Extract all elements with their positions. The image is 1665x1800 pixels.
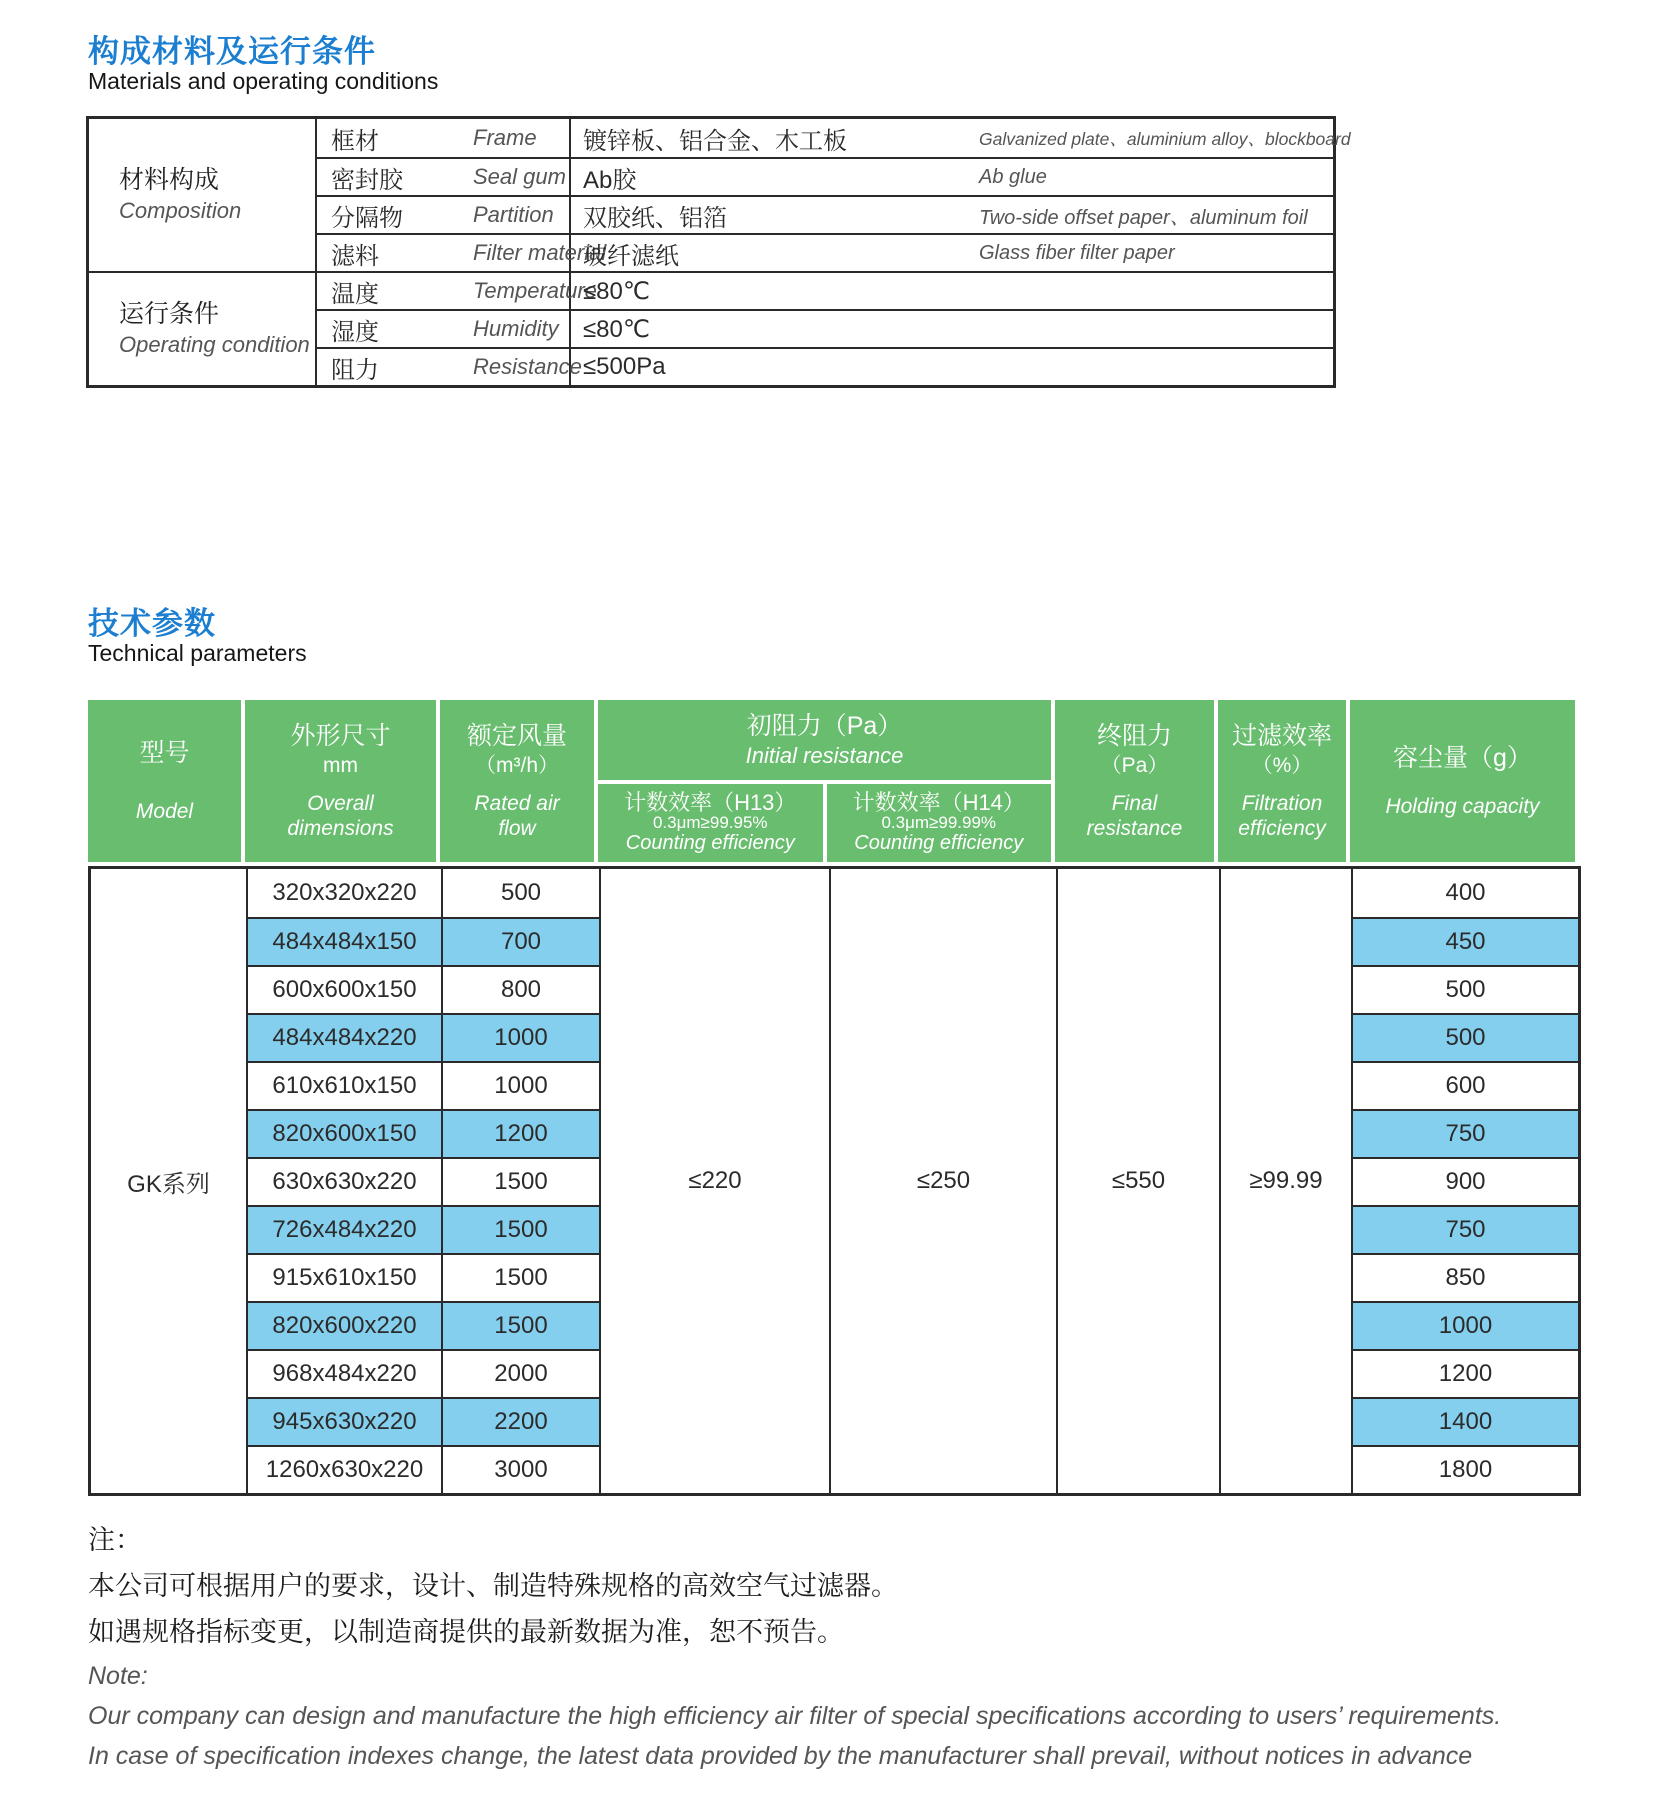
material-item-seal-gum <box>317 157 571 195</box>
value-cn: ≤80℃ <box>583 277 650 305</box>
material-item-filter-material <box>317 233 607 271</box>
condition-value-humidity <box>571 309 1333 347</box>
item-label-cn: 滤料 <box>331 242 379 270</box>
dims-cell: 915x610x150 <box>248 1253 443 1301</box>
airflow-cell: 1500 <box>443 1205 601 1253</box>
value-cn: 玻纤滤纸 <box>583 242 679 270</box>
final-resistance-value: ≤550 <box>1058 869 1221 1493</box>
item-label-cn: 框材 <box>331 127 379 155</box>
header-dimensions-cn: 外形尺寸 <box>290 722 391 751</box>
holding-cell: 1800 <box>1353 1445 1578 1493</box>
holding-cell: 400 <box>1445 879 1486 906</box>
tech-section-title-cn: 技术参数 <box>88 606 216 641</box>
header-model-cn: 型号 <box>139 738 190 767</box>
initial-resistance-h14-value: ≤250 <box>831 869 1058 1493</box>
header-final-resistance <box>1055 700 1218 862</box>
note-label-cn: 注： <box>88 1525 142 1555</box>
item-label-cn: 分隔物 <box>331 204 403 232</box>
material-item-partition <box>317 195 571 233</box>
dims-cell: 945x630x220 <box>248 1397 443 1445</box>
header-h13-spec: 0.3μm≥99.95% <box>652 812 768 832</box>
header-final-cn: 终阻力 <box>1096 722 1172 751</box>
item-label-en: Temperature <box>473 278 597 303</box>
header-initial-resistance-group <box>598 700 1055 862</box>
header-h14-en: Counting efficiency <box>854 832 1024 855</box>
condition-item-temperature <box>317 271 597 309</box>
item-label-cn: 阻力 <box>331 356 379 384</box>
condition-item-resistance <box>317 347 582 385</box>
initial-resistance-h13-value: ≤220 <box>601 869 831 1493</box>
group-label-cn: 材料构成 <box>119 166 220 195</box>
holding-cell: 1400 <box>1353 1397 1578 1445</box>
header-final-unit: （Pa） <box>1100 754 1169 778</box>
filtration-efficiency-value: ≥99.99 <box>1221 869 1353 1493</box>
materials-group-operating <box>89 271 317 385</box>
header-dimensions-unit: mm <box>323 754 358 778</box>
header-holding-en: Holding capacity <box>1385 794 1540 818</box>
airflow-cell: 3000 <box>443 1445 601 1493</box>
header-h13-cn: 计数效率（H13） <box>624 789 797 815</box>
header-h13 <box>598 784 827 862</box>
material-value-filter-material <box>571 233 1333 271</box>
material-item-frame <box>317 119 571 157</box>
value-cn: ≤80℃ <box>583 315 650 343</box>
header-final-en: Final resistance <box>1086 792 1183 840</box>
holding-cell: 750 <box>1353 1109 1578 1157</box>
airflow-cell: 800 <box>443 965 601 1013</box>
value-en: Galvanized plate、aluminium alloy、blockboard <box>979 128 1351 149</box>
item-label-en: Seal gum <box>473 164 566 189</box>
header-initial-cn: 初阻力（Pa） <box>746 712 903 741</box>
airflow-cell: 2000 <box>443 1349 601 1397</box>
holding-cell: 900 <box>1353 1157 1578 1205</box>
value-en: Glass fiber filter paper <box>979 241 1175 264</box>
tech-table-header <box>88 700 1575 862</box>
airflow-cell: 2200 <box>443 1397 601 1445</box>
airflow-cell: 1200 <box>443 1109 601 1157</box>
header-model <box>88 700 245 862</box>
condition-value-resistance <box>571 347 1333 385</box>
airflow-cell: 500 <box>443 869 601 917</box>
group-label-en: Composition <box>119 197 242 223</box>
header-holding-capacity <box>1350 700 1575 862</box>
value-cn: 双胶纸、铝箔 <box>583 204 727 232</box>
note-line2-cn: 如遇规格指标变更，以制造商提供的最新数据为准，恕不预告。 <box>88 1617 844 1647</box>
note-label-en: Note: <box>88 1662 148 1690</box>
airflow-cell: 1000 <box>443 1061 601 1109</box>
dims-cell: 820x600x150 <box>248 1109 443 1157</box>
dims-cell: 630x630x220 <box>248 1157 443 1205</box>
tech-table-body <box>88 866 1581 1496</box>
header-airflow <box>440 700 598 862</box>
header-filtration-cn: 过滤效率 <box>1231 722 1332 751</box>
airflow-cell: 1500 <box>443 1253 601 1301</box>
dims-cell: 726x484x220 <box>248 1205 443 1253</box>
note-line1-cn: 本公司可根据用户的要求，设计、制造特殊规格的高效空气过滤器。 <box>88 1571 898 1601</box>
holding-cell: 500 <box>1353 1013 1578 1061</box>
header-airflow-en: Rated air flow <box>474 792 560 840</box>
header-h14-spec: 0.3μm≥99.99% <box>881 812 997 832</box>
dims-cell: 600x600x150 <box>248 965 443 1013</box>
material-value-seal-gum <box>571 157 1333 195</box>
dims-cell: 1260x630x220 <box>248 1445 443 1493</box>
value-en: Two-side offset paper、aluminum foil <box>979 206 1308 229</box>
holding-cell: 600 <box>1353 1061 1578 1109</box>
dims-cell: 968x484x220 <box>248 1349 443 1397</box>
group-label-cn: 运行条件 <box>119 300 220 329</box>
materials-table <box>86 116 1351 388</box>
item-label-en: Filter material <box>473 240 607 265</box>
note-line2-en: In case of specification indexes change, the latest data provided by the manufacturer shall prevail, without notices in advance <box>88 1742 1473 1770</box>
material-value-partition <box>571 195 1333 233</box>
header-model-en: Model <box>135 799 194 823</box>
airflow-cell: 1500 <box>443 1157 601 1205</box>
holding-cell: 450 <box>1353 917 1578 965</box>
header-h14 <box>827 784 1052 862</box>
header-airflow-cn: 额定风量 <box>466 722 567 751</box>
dims-cell: 320x320x220 <box>248 869 443 917</box>
note-line1-en: Our company can design and manufacture the high efficiency air filter of special specifications according to users’ requirements. <box>88 1702 1502 1730</box>
condition-item-humidity <box>317 309 571 347</box>
holding-cell: 750 <box>1353 1205 1578 1253</box>
header-initial-en: Initial resistance <box>745 743 904 769</box>
airflow-cell: 1000 <box>443 1013 601 1061</box>
materials-section-title-cn: 构成材料及运行条件 <box>88 34 376 69</box>
header-filtration-en: Filtration efficiency <box>1238 792 1326 840</box>
tech-section-title-en: Technical parameters <box>88 640 307 666</box>
item-label-en: Frame <box>473 125 537 150</box>
item-label-en: Partition <box>473 202 554 227</box>
header-airflow-unit: （m³/h） <box>475 754 559 778</box>
dims-cell: 484x484x220 <box>248 1013 443 1061</box>
material-value-frame <box>571 119 1351 157</box>
header-counting-efficiency-row <box>598 780 1051 862</box>
materials-group-composition <box>89 119 317 271</box>
materials-section-title-en: Materials and operating conditions <box>88 68 439 94</box>
dims-cell: 610x610x150 <box>248 1061 443 1109</box>
model-series-cell: GK系列 <box>91 869 248 1493</box>
header-h13-en: Counting efficiency <box>625 832 795 855</box>
airflow-cell: 700 <box>443 917 601 965</box>
value-en: Ab glue <box>979 165 1047 188</box>
value-cn: Ab胶 <box>583 166 637 194</box>
item-label-en: Humidity <box>473 316 559 341</box>
header-filtration-efficiency <box>1218 700 1350 862</box>
dims-cell: 820x600x220 <box>248 1301 443 1349</box>
value-cn: 镀锌板、铝合金、木工板 <box>583 127 847 155</box>
group-label-en: Operating condition <box>119 331 310 357</box>
condition-value-temperature <box>571 271 1333 309</box>
header-holding-cn: 容尘量（g） <box>1393 743 1532 772</box>
airflow-cell: 1500 <box>443 1301 601 1349</box>
holding-cell: 500 <box>1353 965 1578 1013</box>
header-initial-resistance <box>598 700 1051 780</box>
holding-cell: 1200 <box>1353 1349 1578 1397</box>
holding-cell: 850 <box>1353 1253 1578 1301</box>
value-cn: ≤500Pa <box>583 353 666 380</box>
header-dimensions <box>245 700 440 862</box>
header-h14-cn: 计数效率（H14） <box>852 789 1025 815</box>
item-label-cn: 温度 <box>331 280 379 308</box>
dims-cell: 484x484x150 <box>248 917 443 965</box>
header-filtration-unit: （%） <box>1251 754 1313 778</box>
item-label-en: Resistance <box>473 354 582 379</box>
header-dimensions-en: Overall dimensions <box>287 792 394 840</box>
item-label-cn: 湿度 <box>331 318 379 346</box>
holding-cell: 1000 <box>1353 1301 1578 1349</box>
item-label-cn: 密封胶 <box>331 166 403 194</box>
